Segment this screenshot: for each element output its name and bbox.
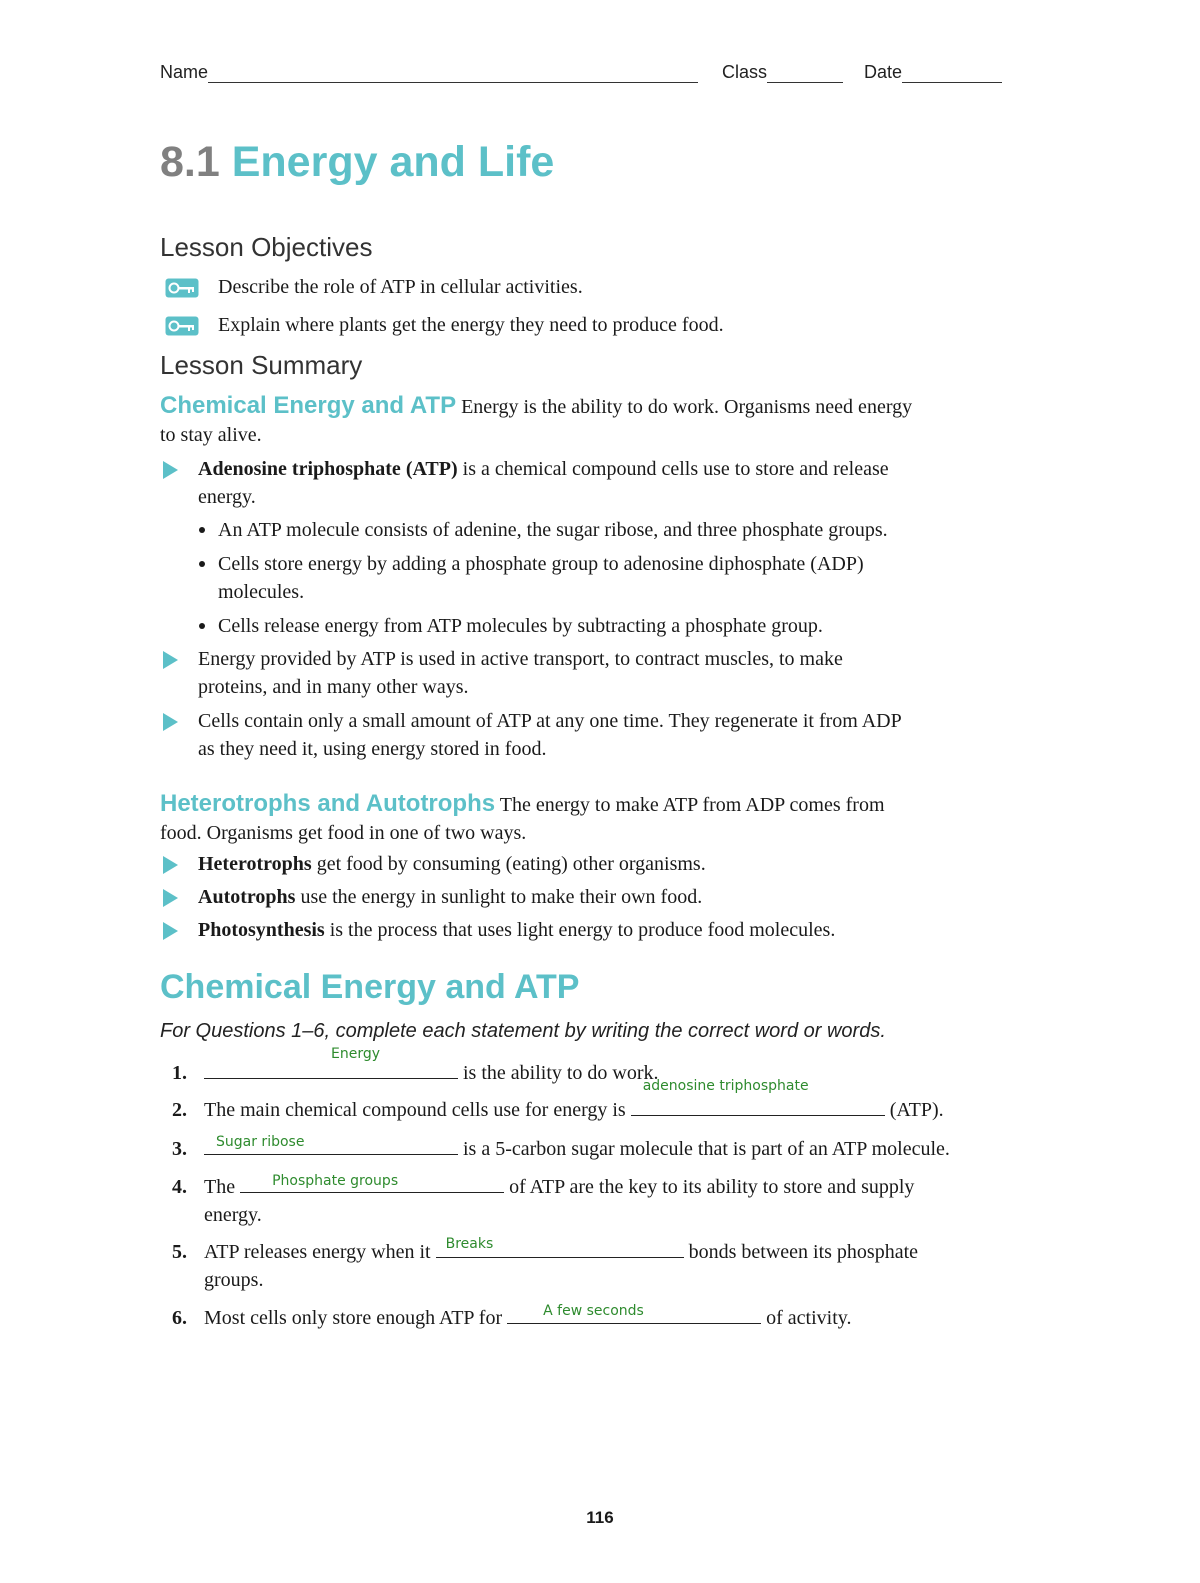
triangle-arrow-icon — [163, 856, 178, 874]
question-text: Most cells only store enough ATP for — [204, 1307, 508, 1329]
bullet-text: is the process that uses light energy to produce food molecules. — [324, 919, 836, 941]
question-4 — [172, 1172, 914, 1229]
section2-title: Heterotrophs and Autotrophs — [160, 790, 496, 817]
sub-bullet-text: Cells store energy by adding a phosphate group to adenosine diphosphate (ADP) — [218, 553, 864, 575]
bullet-text: as they need it, using energy stored in food. — [198, 738, 547, 760]
term-photosynthesis: Photosynthesis — [198, 919, 325, 941]
objective-text: Describe the role of ATP in cellular activities. — [218, 276, 583, 298]
answer-text-4: Phosphate groups — [272, 1173, 399, 1189]
question-number: 5. — [172, 1241, 187, 1263]
answer-text-3: Sugar ribose — [216, 1134, 305, 1150]
answer-text-2: adenosine triphosphate — [642, 1078, 809, 1094]
answer-blank-3[interactable] — [204, 1134, 458, 1155]
section2-intro — [160, 790, 1040, 847]
lesson-title: Energy and Life — [231, 138, 555, 186]
page-number: 116 — [586, 1508, 614, 1527]
section1-intro-text2: to stay alive. — [160, 424, 262, 446]
name-blank[interactable] — [208, 62, 698, 83]
question-text: groups. — [204, 1269, 264, 1291]
page-title — [160, 138, 554, 187]
question-number: 4. — [172, 1176, 187, 1198]
question-number: 1. — [172, 1062, 187, 1084]
question-text: of ATP are the key to its ability to store and supply — [504, 1176, 915, 1198]
objective-item — [165, 276, 583, 299]
question-5 — [172, 1237, 918, 1294]
bullet-text: proteins, and in many other ways. — [198, 676, 469, 698]
name-label: Name — [160, 62, 209, 82]
name-field — [160, 62, 698, 83]
question-number: 3. — [172, 1138, 187, 1160]
question-text: bonds between its phosphate — [683, 1241, 919, 1263]
summary-heading: Lesson Summary — [160, 350, 363, 380]
question-1 — [172, 1046, 659, 1087]
answer-blank-6[interactable] — [507, 1303, 761, 1324]
question-number: 6. — [172, 1307, 187, 1329]
question-2 — [172, 1078, 944, 1124]
answer-blank-4[interactable] — [240, 1172, 504, 1193]
section1-title: Chemical Energy and ATP — [160, 392, 457, 419]
date-field — [864, 62, 1002, 83]
question-text: ATP releases energy when it — [204, 1241, 436, 1263]
bullet-dot-icon — [199, 527, 205, 533]
question-text: The — [204, 1176, 241, 1198]
question-text: The main chemical compound cells use for energy is — [204, 1099, 631, 1121]
question-text: energy. — [204, 1204, 262, 1226]
bullet-text: get food by consuming (eating) other organisms. — [311, 853, 706, 875]
question-number: 2. — [172, 1099, 187, 1121]
section2-intro-text2: food. Organisms get food in one of two ways. — [160, 822, 527, 844]
class-field — [722, 62, 843, 83]
class-label: Class — [722, 62, 768, 82]
sub-bullet-text: Cells release energy from ATP molecules by subtracting a phosphate group. — [218, 615, 823, 637]
triangle-arrow-icon — [163, 461, 178, 479]
bullet-text: Energy provided by ATP is used in active transport, to contract muscles, to make — [198, 648, 843, 670]
date-blank[interactable] — [902, 62, 1002, 83]
lesson-number: 8.1 — [160, 138, 220, 186]
objective-item — [165, 314, 724, 337]
sub-bullet-text: molecules. — [218, 581, 305, 603]
bullet-dot-icon — [199, 561, 205, 567]
question-3 — [172, 1134, 950, 1163]
bullet-text: use the energy in sunlight to make their own food. — [295, 886, 703, 908]
questions-instructions: For Questions 1–6, complete each statement by writing the correct word or words. — [160, 1020, 886, 1042]
class-blank[interactable] — [767, 62, 843, 83]
bullet-dot-icon — [199, 623, 205, 629]
term-autotrophs: Autotrophs — [198, 886, 296, 908]
section1-intro-text: Energy is the ability to do work. Organisms need energy — [456, 396, 913, 418]
answer-text-6: A few seconds — [543, 1303, 644, 1319]
triangle-arrow-icon — [163, 922, 178, 940]
triangle-arrow-icon — [163, 651, 178, 669]
answer-text-1: Energy — [331, 1046, 381, 1062]
question-text: (ATP). — [884, 1099, 944, 1121]
objective-text: Explain where plants get the energy they need to produce food. — [218, 314, 724, 336]
question-text: is the ability to do work. — [458, 1062, 659, 1084]
section2-intro-text: The energy to make ATP from ADP comes from — [495, 794, 885, 816]
question-text: of activity. — [761, 1307, 852, 1329]
question-6 — [172, 1303, 851, 1332]
triangle-arrow-icon — [163, 713, 178, 731]
answer-blank-1[interactable] — [204, 1046, 458, 1079]
key-icon — [165, 278, 199, 298]
sub-bullet-text: An ATP molecule consists of adenine, the sugar ribose, and three phosphate groups. — [218, 519, 888, 541]
answer-blank-2[interactable] — [631, 1078, 885, 1116]
question-text: is a 5-carbon sugar molecule that is part of an ATP molecule. — [458, 1138, 950, 1160]
key-icon — [165, 316, 199, 336]
questions-heading: Chemical Energy and ATP — [160, 968, 580, 1006]
answer-blank-5[interactable] — [436, 1237, 684, 1258]
term-atp: Adenosine triphosphate (ATP) — [198, 458, 458, 480]
bullet-text: energy. — [198, 486, 256, 508]
term-heterotrophs: Heterotrophs — [198, 853, 312, 875]
bullet-text: is a chemical compound cells use to store and release — [457, 458, 889, 480]
section1-intro — [160, 392, 1040, 449]
date-label: Date — [864, 62, 903, 82]
answer-text-5: Breaks — [445, 1236, 494, 1252]
objectives-heading: Lesson Objectives — [160, 232, 373, 262]
bullet-text: Cells contain only a small amount of ATP at any one time. They regenerate it from ADP — [198, 710, 902, 732]
triangle-arrow-icon — [163, 889, 178, 907]
